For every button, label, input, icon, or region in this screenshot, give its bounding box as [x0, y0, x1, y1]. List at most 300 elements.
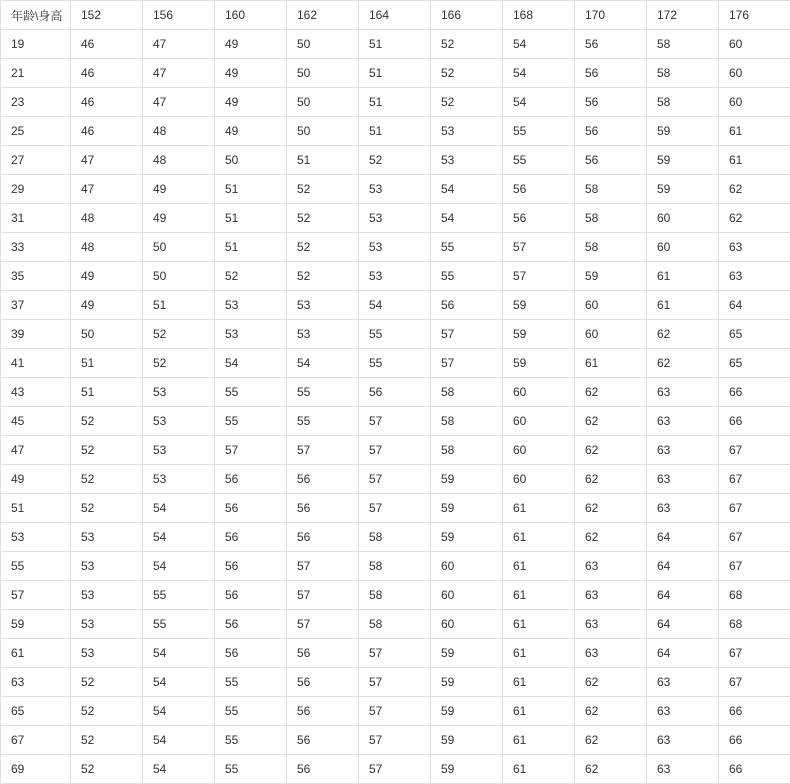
- table-cell: 52: [71, 436, 143, 465]
- column-header-height: 176: [719, 1, 790, 30]
- table-cell: 53: [287, 320, 359, 349]
- row-header-age: 45: [1, 407, 71, 436]
- row-header-age: 29: [1, 175, 71, 204]
- table-cell: 52: [71, 407, 143, 436]
- row-header-age: 47: [1, 436, 71, 465]
- table-cell: 46: [71, 88, 143, 117]
- table-cell: 49: [143, 204, 215, 233]
- row-header-age: 35: [1, 262, 71, 291]
- table-cell: 55: [215, 378, 287, 407]
- table-cell: 48: [71, 204, 143, 233]
- table-cell: 51: [359, 30, 431, 59]
- table-cell: 58: [431, 407, 503, 436]
- table-cell: 67: [719, 436, 790, 465]
- table-cell: 56: [287, 639, 359, 668]
- table-cell: 56: [287, 494, 359, 523]
- table-row: [1, 523, 790, 552]
- table-cell: 66: [719, 407, 790, 436]
- table-cell: 46: [71, 117, 143, 146]
- table-header-row: [1, 1, 790, 30]
- table-cell: 53: [359, 233, 431, 262]
- table-cell: 51: [359, 117, 431, 146]
- table-cell: 63: [647, 726, 719, 755]
- table-cell: 54: [503, 59, 575, 88]
- row-header-age: 59: [1, 610, 71, 639]
- table-cell: 55: [215, 726, 287, 755]
- table-cell: 52: [431, 30, 503, 59]
- table-cell: 63: [647, 378, 719, 407]
- table-row: [1, 378, 790, 407]
- table-cell: 54: [431, 204, 503, 233]
- row-header-age: 37: [1, 291, 71, 320]
- table-cell: 54: [143, 697, 215, 726]
- table-cell: 57: [287, 581, 359, 610]
- row-header-age: 23: [1, 88, 71, 117]
- table-cell: 48: [143, 117, 215, 146]
- table-cell: 53: [431, 117, 503, 146]
- column-header-height: 164: [359, 1, 431, 30]
- table-cell: 57: [359, 668, 431, 697]
- table-cell: 63: [647, 436, 719, 465]
- table-body: [1, 30, 790, 784]
- table-cell: 56: [575, 146, 647, 175]
- table-cell: 63: [575, 610, 647, 639]
- table-cell: 61: [503, 726, 575, 755]
- table-cell: 52: [71, 697, 143, 726]
- table-cell: 55: [431, 262, 503, 291]
- table-cell: 61: [503, 610, 575, 639]
- table-cell: 51: [215, 233, 287, 262]
- table-cell: 57: [359, 436, 431, 465]
- table-cell: 55: [143, 610, 215, 639]
- table-cell: 56: [359, 378, 431, 407]
- table-cell: 63: [575, 581, 647, 610]
- table-cell: 66: [719, 755, 790, 784]
- table-row: [1, 697, 790, 726]
- table-cell: 47: [143, 59, 215, 88]
- column-header-height: 166: [431, 1, 503, 30]
- table-cell: 55: [287, 407, 359, 436]
- table-cell: 63: [647, 668, 719, 697]
- table-cell: 52: [359, 146, 431, 175]
- table-cell: 56: [215, 465, 287, 494]
- row-header-age: 55: [1, 552, 71, 581]
- table-cell: 63: [719, 233, 790, 262]
- table-cell: 53: [287, 291, 359, 320]
- table-cell: 61: [647, 291, 719, 320]
- table-cell: 66: [719, 378, 790, 407]
- row-header-age: 57: [1, 581, 71, 610]
- table-cell: 66: [719, 697, 790, 726]
- table-cell: 51: [287, 146, 359, 175]
- row-header-age: 21: [1, 59, 71, 88]
- table-cell: 52: [71, 755, 143, 784]
- table-cell: 50: [143, 262, 215, 291]
- table-cell: 54: [143, 755, 215, 784]
- table-cell: 47: [71, 146, 143, 175]
- table-cell: 62: [647, 320, 719, 349]
- table-cell: 59: [647, 146, 719, 175]
- table-cell: 61: [503, 755, 575, 784]
- table-row: [1, 639, 790, 668]
- table-cell: 51: [359, 88, 431, 117]
- row-header-age: 19: [1, 30, 71, 59]
- table-cell: 65: [719, 320, 790, 349]
- table-cell: 58: [647, 88, 719, 117]
- table-cell: 62: [719, 204, 790, 233]
- table-cell: 68: [719, 581, 790, 610]
- column-header-height: 162: [287, 1, 359, 30]
- table-row: [1, 59, 790, 88]
- table-cell: 67: [719, 523, 790, 552]
- table-cell: 47: [143, 88, 215, 117]
- row-header-age: 69: [1, 755, 71, 784]
- table-cell: 53: [215, 320, 287, 349]
- table-cell: 54: [143, 726, 215, 755]
- table-row: [1, 233, 790, 262]
- table-cell: 49: [215, 88, 287, 117]
- table-cell: 52: [71, 465, 143, 494]
- table-cell: 54: [143, 552, 215, 581]
- row-header-age: 43: [1, 378, 71, 407]
- table-cell: 62: [575, 378, 647, 407]
- table-cell: 47: [143, 30, 215, 59]
- table-cell: 55: [287, 378, 359, 407]
- table-cell: 52: [71, 494, 143, 523]
- table-cell: 57: [359, 465, 431, 494]
- table-cell: 49: [215, 59, 287, 88]
- table-row: [1, 581, 790, 610]
- table-cell: 49: [215, 117, 287, 146]
- table-cell: 57: [503, 233, 575, 262]
- table-cell: 49: [215, 30, 287, 59]
- table-cell: 53: [71, 610, 143, 639]
- table-cell: 58: [359, 581, 431, 610]
- column-header-height: 152: [71, 1, 143, 30]
- table-cell: 56: [215, 494, 287, 523]
- table-cell: 50: [143, 233, 215, 262]
- table-cell: 52: [287, 204, 359, 233]
- table-cell: 59: [647, 117, 719, 146]
- table-cell: 51: [215, 175, 287, 204]
- table-cell: 49: [71, 291, 143, 320]
- table-cell: 63: [575, 639, 647, 668]
- column-header-height: 160: [215, 1, 287, 30]
- table-cell: 58: [431, 378, 503, 407]
- table-cell: 61: [503, 668, 575, 697]
- table-cell: 67: [719, 639, 790, 668]
- table-corner-label: 年龄\身高: [1, 1, 71, 30]
- table-cell: 63: [647, 697, 719, 726]
- table-row: [1, 349, 790, 378]
- table-cell: 58: [359, 523, 431, 552]
- table-cell: 61: [503, 581, 575, 610]
- table-cell: 59: [575, 262, 647, 291]
- table-cell: 64: [647, 639, 719, 668]
- table-cell: 55: [431, 233, 503, 262]
- table-cell: 62: [647, 349, 719, 378]
- table-cell: 53: [359, 204, 431, 233]
- table-cell: 68: [719, 610, 790, 639]
- table-cell: 53: [359, 175, 431, 204]
- table-cell: 60: [431, 610, 503, 639]
- table-row: [1, 30, 790, 59]
- table-cell: 55: [215, 407, 287, 436]
- table-cell: 59: [431, 755, 503, 784]
- table-row: [1, 755, 790, 784]
- table-cell: 64: [647, 552, 719, 581]
- table-cell: 61: [503, 552, 575, 581]
- table-cell: 55: [503, 146, 575, 175]
- table-row: [1, 320, 790, 349]
- table-cell: 59: [431, 639, 503, 668]
- table-cell: 58: [647, 59, 719, 88]
- table-cell: 59: [431, 726, 503, 755]
- table-cell: 67: [719, 668, 790, 697]
- table-row: [1, 407, 790, 436]
- table-cell: 61: [719, 146, 790, 175]
- table-cell: 61: [719, 117, 790, 146]
- table-cell: 59: [431, 697, 503, 726]
- table-cell: 60: [647, 204, 719, 233]
- table-cell: 63: [647, 465, 719, 494]
- table-cell: 57: [287, 552, 359, 581]
- table-cell: 56: [287, 697, 359, 726]
- table-row: [1, 175, 790, 204]
- table-cell: 54: [503, 88, 575, 117]
- table-cell: 59: [431, 494, 503, 523]
- table-cell: 52: [71, 668, 143, 697]
- table-cell: 62: [575, 697, 647, 726]
- table-cell: 59: [503, 320, 575, 349]
- column-header-height: 172: [647, 1, 719, 30]
- table-cell: 62: [575, 726, 647, 755]
- table-cell: 57: [359, 407, 431, 436]
- table-cell: 56: [215, 581, 287, 610]
- table-row: [1, 494, 790, 523]
- table-cell: 55: [215, 755, 287, 784]
- row-header-age: 67: [1, 726, 71, 755]
- table-cell: 55: [359, 349, 431, 378]
- table-cell: 52: [431, 88, 503, 117]
- table-cell: 49: [71, 262, 143, 291]
- table-cell: 55: [359, 320, 431, 349]
- row-header-age: 27: [1, 146, 71, 175]
- table-cell: 51: [143, 291, 215, 320]
- column-header-height: 168: [503, 1, 575, 30]
- table-cell: 62: [575, 436, 647, 465]
- table-cell: 62: [575, 465, 647, 494]
- table-cell: 57: [359, 755, 431, 784]
- table-cell: 57: [215, 436, 287, 465]
- table-cell: 61: [503, 494, 575, 523]
- table-cell: 57: [359, 726, 431, 755]
- table-cell: 54: [287, 349, 359, 378]
- table-cell: 56: [287, 726, 359, 755]
- table-cell: 52: [143, 349, 215, 378]
- row-header-age: 31: [1, 204, 71, 233]
- table-cell: 59: [431, 668, 503, 697]
- table-cell: 55: [143, 581, 215, 610]
- table-cell: 56: [575, 59, 647, 88]
- table-cell: 58: [575, 233, 647, 262]
- table-cell: 50: [287, 117, 359, 146]
- table-row: [1, 262, 790, 291]
- table-cell: 55: [215, 697, 287, 726]
- table-cell: 54: [431, 175, 503, 204]
- table-cell: 53: [143, 378, 215, 407]
- table-cell: 60: [431, 581, 503, 610]
- table-cell: 61: [503, 697, 575, 726]
- table-row: [1, 436, 790, 465]
- table-cell: 67: [719, 465, 790, 494]
- column-header-height: 170: [575, 1, 647, 30]
- table-cell: 51: [71, 349, 143, 378]
- table-cell: 59: [431, 465, 503, 494]
- table-cell: 62: [575, 668, 647, 697]
- table-cell: 58: [359, 610, 431, 639]
- table-cell: 67: [719, 552, 790, 581]
- table-cell: 56: [575, 30, 647, 59]
- table-cell: 53: [143, 436, 215, 465]
- table-cell: 50: [71, 320, 143, 349]
- row-header-age: 63: [1, 668, 71, 697]
- table-cell: 53: [71, 639, 143, 668]
- table-cell: 57: [359, 494, 431, 523]
- table-cell: 55: [503, 117, 575, 146]
- table-cell: 64: [647, 581, 719, 610]
- table-cell: 51: [71, 378, 143, 407]
- table-cell: 67: [719, 494, 790, 523]
- table-row: [1, 146, 790, 175]
- table-cell: 66: [719, 726, 790, 755]
- table-cell: 46: [71, 30, 143, 59]
- table-row: [1, 726, 790, 755]
- table-cell: 62: [575, 494, 647, 523]
- table-cell: 54: [503, 30, 575, 59]
- table-cell: 46: [71, 59, 143, 88]
- table-cell: 51: [359, 59, 431, 88]
- table-cell: 64: [719, 291, 790, 320]
- table-cell: 60: [719, 59, 790, 88]
- table-cell: 56: [215, 639, 287, 668]
- table-cell: 56: [287, 523, 359, 552]
- table-header: [1, 1, 790, 30]
- table-row: [1, 668, 790, 697]
- table-cell: 53: [431, 146, 503, 175]
- row-header-age: 61: [1, 639, 71, 668]
- table-cell: 61: [575, 349, 647, 378]
- table-cell: 63: [575, 552, 647, 581]
- table-cell: 54: [143, 523, 215, 552]
- table-cell: 52: [287, 262, 359, 291]
- table-cell: 60: [719, 88, 790, 117]
- table-cell: 56: [215, 523, 287, 552]
- table-cell: 54: [215, 349, 287, 378]
- table-cell: 52: [287, 233, 359, 262]
- table-cell: 63: [719, 262, 790, 291]
- table-cell: 53: [143, 407, 215, 436]
- table-cell: 60: [575, 320, 647, 349]
- table-row: [1, 465, 790, 494]
- table-cell: 53: [71, 581, 143, 610]
- table-cell: 52: [71, 726, 143, 755]
- table-cell: 57: [359, 697, 431, 726]
- table-cell: 56: [287, 465, 359, 494]
- table-cell: 56: [215, 552, 287, 581]
- table-cell: 60: [503, 407, 575, 436]
- table-cell: 54: [143, 494, 215, 523]
- row-header-age: 49: [1, 465, 71, 494]
- table-cell: 57: [287, 436, 359, 465]
- table-cell: 60: [503, 436, 575, 465]
- table-cell: 58: [359, 552, 431, 581]
- table-cell: 58: [575, 204, 647, 233]
- table-cell: 49: [143, 175, 215, 204]
- table-cell: 48: [71, 233, 143, 262]
- table-cell: 60: [719, 30, 790, 59]
- table-row: [1, 552, 790, 581]
- table-cell: 57: [431, 349, 503, 378]
- table-cell: 52: [431, 59, 503, 88]
- table-cell: 64: [647, 523, 719, 552]
- table-cell: 56: [431, 291, 503, 320]
- row-header-age: 51: [1, 494, 71, 523]
- row-header-age: 65: [1, 697, 71, 726]
- table-cell: 52: [215, 262, 287, 291]
- table-cell: 50: [287, 88, 359, 117]
- table-cell: 53: [215, 291, 287, 320]
- table-cell: 58: [431, 436, 503, 465]
- table-cell: 60: [647, 233, 719, 262]
- table-cell: 65: [719, 349, 790, 378]
- table-cell: 56: [575, 117, 647, 146]
- table-cell: 53: [359, 262, 431, 291]
- table-cell: 60: [575, 291, 647, 320]
- table-cell: 47: [71, 175, 143, 204]
- table-cell: 52: [287, 175, 359, 204]
- row-header-age: 25: [1, 117, 71, 146]
- table-cell: 52: [143, 320, 215, 349]
- table-cell: 62: [575, 523, 647, 552]
- table-cell: 64: [647, 610, 719, 639]
- row-header-age: 41: [1, 349, 71, 378]
- table-cell: 59: [503, 291, 575, 320]
- table-cell: 62: [575, 407, 647, 436]
- table-cell: 51: [215, 204, 287, 233]
- table-cell: 63: [647, 755, 719, 784]
- table-cell: 63: [647, 407, 719, 436]
- table-cell: 54: [143, 668, 215, 697]
- table-cell: 61: [503, 523, 575, 552]
- table-cell: 50: [215, 146, 287, 175]
- table-cell: 57: [503, 262, 575, 291]
- row-header-age: 39: [1, 320, 71, 349]
- table-cell: 53: [71, 552, 143, 581]
- table-cell: 62: [719, 175, 790, 204]
- table-cell: 54: [143, 639, 215, 668]
- table-cell: 56: [503, 204, 575, 233]
- table-cell: 53: [71, 523, 143, 552]
- table-cell: 56: [287, 755, 359, 784]
- table-cell: 61: [647, 262, 719, 291]
- table-cell: 56: [503, 175, 575, 204]
- column-header-height: 156: [143, 1, 215, 30]
- table-cell: 56: [215, 610, 287, 639]
- table-cell: 59: [647, 175, 719, 204]
- table-cell: 57: [287, 610, 359, 639]
- table-cell: 57: [359, 639, 431, 668]
